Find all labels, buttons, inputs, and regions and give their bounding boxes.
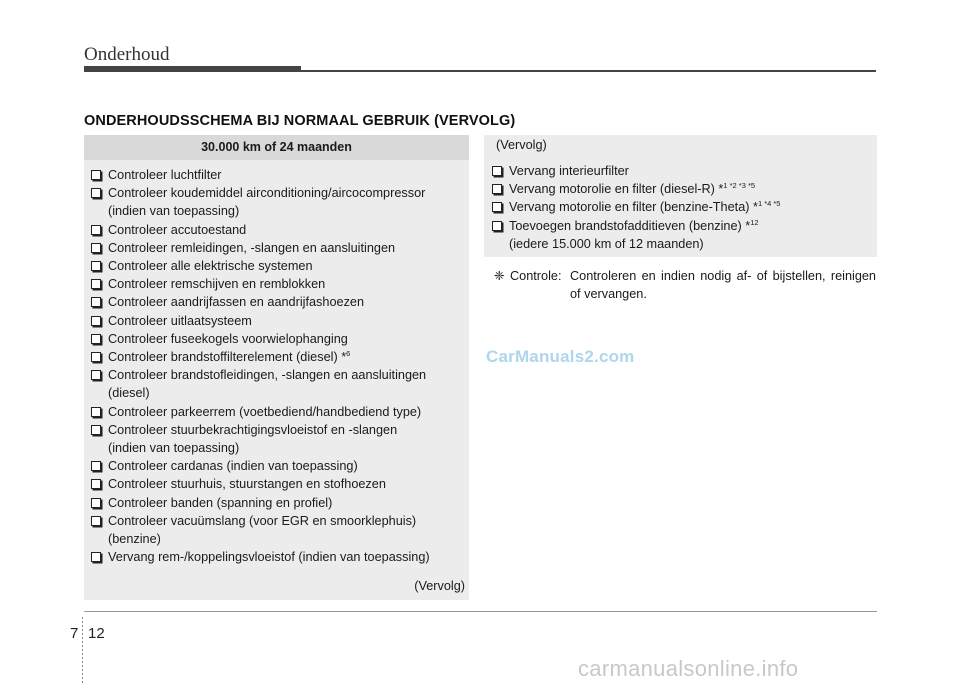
checkbox-icon [91,297,101,307]
checklist-item [91,348,466,366]
watermark-carmanualsonline: carmanualsonline.info [578,656,799,681]
checkbox-icon [91,279,101,289]
checklist-item [91,403,466,421]
watermark-carmanuals: CarManuals2.com [486,347,635,366]
checklist-item-text: Controleer parkeerrem (voetbediend/handbediend type) [108,404,422,419]
checkbox-icon [91,370,101,380]
checklist-item-text: Controleer banden (spanning en profiel) [108,495,333,510]
checklist-item [91,293,466,311]
checkbox-icon [91,261,101,271]
note-symbol-icon: ❈ [494,269,505,283]
checkbox-icon [91,334,101,344]
checkbox-icon [91,352,101,362]
checklist-item-text: Controleer remleidingen, -slangen en aansluitingen [108,240,396,255]
checkbox-icon [492,221,502,231]
chapter-number: 7 [70,625,79,642]
checkbox-icon [91,552,101,562]
checklist-item [91,257,466,275]
checklist-item [91,221,466,239]
page-number-divider [82,617,83,683]
schedule-panel-right [484,135,877,257]
checklist-item [91,457,466,475]
maintenance-list-left [91,166,466,566]
checklist-item [91,330,466,348]
checklist-item [91,275,466,293]
checklist-item [91,312,466,330]
maintenance-list-right [492,162,872,253]
checklist-item [91,548,466,566]
checklist-item-continuation: (indien van toepassing) [108,441,240,456]
checklist-item-text: Toevoegen brandstofadditieven (benzine) * [509,218,751,233]
checklist-item-text: Vervang interieurfilter [509,164,629,178]
checklist-item-continuation: (benzine) [108,532,161,547]
checklist-item [492,180,872,198]
continued-label-right: (Vervolg) [496,138,547,152]
checklist-item-text: Controleer alle elektrische systemen [108,259,313,274]
checkbox-icon [91,225,101,235]
checkbox-icon [91,316,101,326]
checkbox-icon [91,188,101,198]
continued-label: (Vervolg) [414,579,465,593]
control-note [494,267,876,303]
page-header-title: Onderhoud [84,44,170,65]
checklist-item-text: Vervang motorolie en filter (benzine-Theta) * [509,200,758,215]
header-rule-thick [84,66,301,72]
page-number: 12 [88,625,105,642]
checklist-item-text: Controleer accutoestand [108,222,247,237]
note-text: Controleren en indien nodig af- of bijstellen, reinigen of vervangen. [570,269,876,302]
checklist-item-text: Controleer luchtfilter [108,168,222,182]
checklist-item-text: Controleer stuurhuis, stuurstangen en stofhoezen [108,477,386,492]
checkbox-icon [91,425,101,435]
checklist-item-continuation: (indien van toepassing) [108,204,240,219]
section-heading: ONDERHOUDSSCHEMA BIJ NORMAAL GEBRUIK (VERVOLG) [84,113,516,129]
checkbox-icon [91,479,101,489]
interval-title: 30.000 km of 24 maanden [84,135,469,160]
footnote-reference: 1 *2 *3 *5 [723,180,756,190]
note-label: Controle: [510,269,562,283]
checkbox-icon [91,498,101,508]
checklist-item-text: Controleer koudemiddel airconditioning/aircocompressor [108,186,426,201]
footnote-reference: 6 [346,348,351,358]
header-rule-thin [301,70,876,72]
checklist-item [91,421,466,457]
checklist-item [91,475,466,493]
checkbox-icon [492,184,502,194]
checklist-item-text: Controleer stuurbekrachtigingsvloeistof en -slangen [108,422,398,437]
checklist-item-text: Controleer fuseekogels voorwielophanging [108,331,348,346]
checklist-item [91,494,466,512]
footer-rule [84,611,877,612]
checklist-item [492,162,872,180]
checklist-item-continuation: (iedere 15.000 km of 12 maanden) [509,236,704,251]
checkbox-icon [91,170,101,180]
checklist-item [492,217,872,253]
checklist-item-continuation: (diesel) [108,386,150,401]
checklist-item-text: Vervang rem-/koppelingsvloeistof (indien van toepassing) [108,550,430,565]
checklist-item [91,239,466,257]
checklist-item-text: Vervang motorolie en filter (diesel-R) * [509,182,724,197]
checklist-item [91,184,466,220]
checkbox-icon [492,202,502,212]
checklist-item [91,512,466,548]
checkbox-icon [91,243,101,253]
checklist-item-text: Controleer uitlaatsysteem [108,313,252,328]
checklist-item-text: Controleer brandstoffilterelement (diesel) * [108,350,347,365]
checklist-item-text: Controleer vacuümslang (voor EGR en smoorklephuis) [108,513,417,528]
checklist-item [91,366,466,402]
footnote-reference: 12 [750,217,759,227]
checklist-item [91,166,466,184]
footnote-reference: 1 *4 *5 [757,199,781,209]
schedule-panel-left [84,135,469,600]
checklist-item [492,198,872,216]
checklist-item-text: Controleer brandstofleidingen, -slangen en aansluitingen [108,368,427,383]
checklist-item-text: Controleer aandrijfassen en aandrijfashoezen [108,295,365,310]
checklist-item-text: Controleer cardanas (indien van toepassing) [108,459,358,474]
checkbox-icon [492,166,502,176]
checkbox-icon [91,461,101,471]
checkbox-icon [91,407,101,417]
checklist-item-text: Controleer remschijven en remblokken [108,277,326,292]
checkbox-icon [91,516,101,526]
